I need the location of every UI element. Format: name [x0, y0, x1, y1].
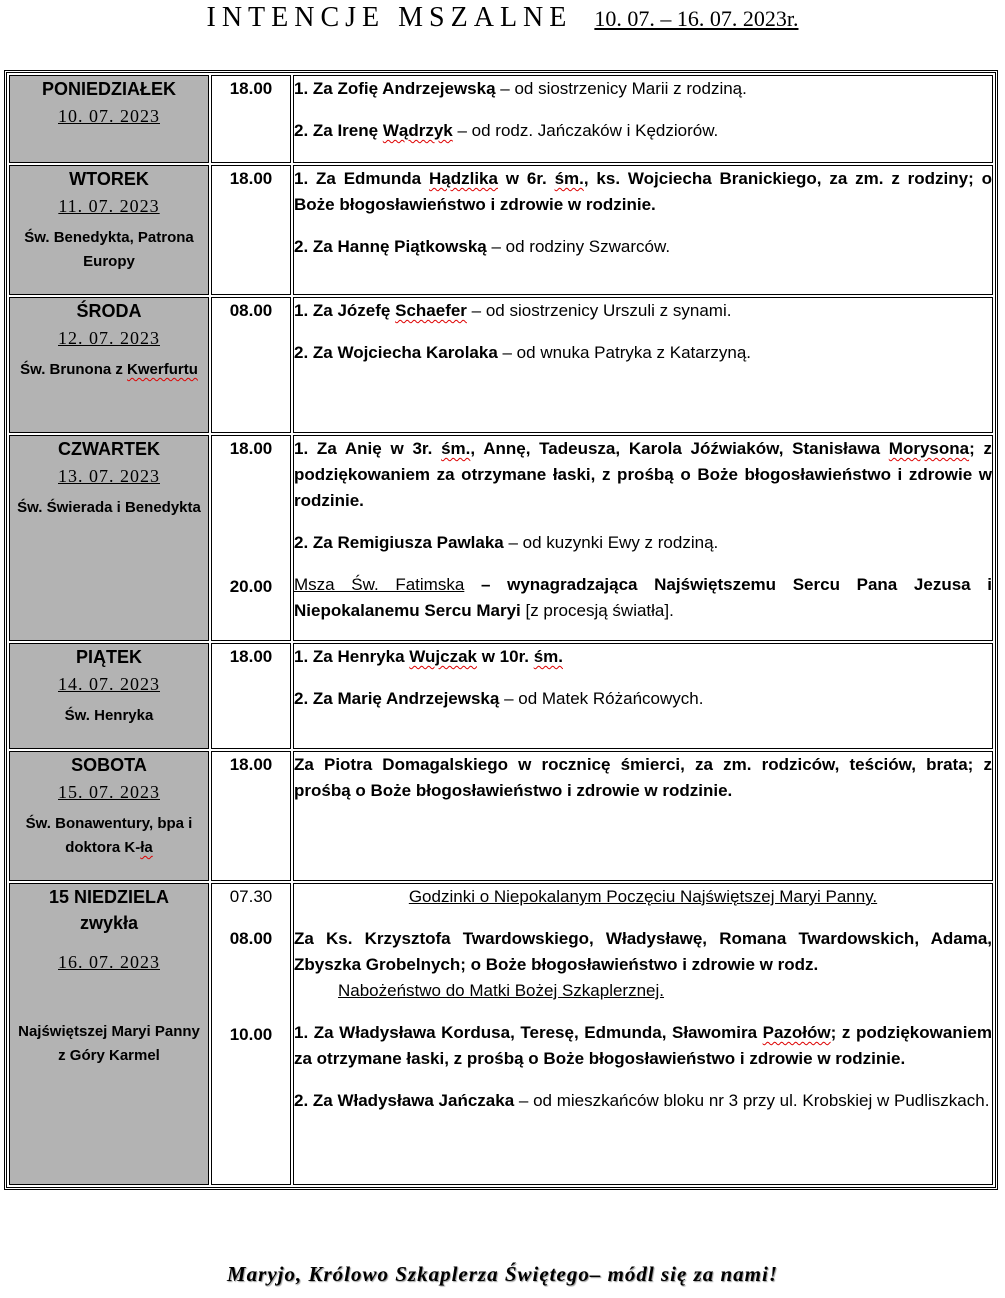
intention-for: 2. Za Władysława Jańczaka — [294, 1091, 515, 1110]
date-range: 10. 07. – 16. 07. 2023r. — [594, 6, 799, 31]
day-cell — [9, 165, 209, 295]
table-row — [9, 883, 993, 1185]
intention-note: [z procesją światła]. — [520, 601, 674, 620]
intention — [294, 572, 992, 624]
day-name: WTOREK — [69, 169, 149, 189]
intention — [294, 644, 992, 670]
intention-text: w 6r. — [497, 169, 555, 188]
day-date: 14. 07. 2023 — [58, 674, 160, 694]
intention-for: – wynagradzająca Najświętszemu Sercu Pana Jezusa i Niepokalanemu Sercu Maryi — [294, 575, 992, 620]
spellcheck-word: Wujczak — [409, 647, 477, 666]
intention — [294, 340, 992, 366]
intention — [294, 76, 992, 102]
intentions-cell — [293, 643, 993, 749]
service-note: Nabożeństwo do Matki Bożej Szkaplerznej. — [338, 981, 664, 1000]
intention-text: , Annę, Tadeusza, Karola Jóźwiaków, Stanisława — [470, 439, 889, 458]
mass-time: 18.00 — [229, 79, 273, 98]
intentions-cell — [293, 165, 993, 295]
table-row — [9, 165, 993, 295]
intention-text: , ks. Wojciecha Branickiego, za zm. z rodziny; o Boże błogosławieństwo i zdrowie w rodzinie. — [294, 169, 993, 214]
intention-for: 2. Za Remigiusza Pawlaka — [294, 533, 504, 552]
day-name: CZWARTEK — [58, 439, 160, 459]
intention-from: – od mieszkańców bloku nr 3 przy ul. Krobskiej w Pudliszkach. — [514, 1091, 990, 1110]
intention — [294, 298, 992, 324]
day-date: 15. 07. 2023 — [58, 782, 160, 802]
day-name: 15 NIEDZIELA zwykła — [48, 887, 170, 933]
day-name: PIĄTEK — [75, 647, 142, 667]
intention-from: – od siostrzenicy Marii z rodziną. — [495, 79, 747, 98]
time-cell — [211, 297, 291, 433]
time-cell — [211, 75, 291, 163]
intention-for: 2. Za Hannę Piątkowską — [294, 237, 487, 256]
mass-intentions-table — [4, 70, 998, 1190]
table-row — [9, 297, 993, 433]
day-cell — [9, 751, 209, 881]
intention-for: 2. Za Marię Andrzejewską — [294, 689, 500, 708]
intention: Za Piotra Domagalskiego w rocznicę śmierci, za zm. rodziców, teściów, brata; z prośbą o Boże błogosławieństwo i zdrowie w rodzinie. — [294, 755, 992, 800]
day-cell — [9, 75, 209, 163]
intention-text: 1. Za Władysława Kordusa, Teresę, Edmunda, Sławomira — [294, 1023, 763, 1042]
spellcheck-word: Wądrzyk — [382, 121, 453, 140]
intention-for: 2. Za Wojciecha Karolaka — [294, 343, 498, 362]
intention — [294, 530, 992, 556]
day-name: ŚRODA — [76, 301, 142, 321]
time-cell — [211, 165, 291, 295]
intention-from: – od Matek Różańcowych. — [499, 689, 704, 708]
day-name: PONIEDZIAŁEK — [41, 79, 176, 99]
intention — [294, 1020, 992, 1072]
intentions-cell — [293, 751, 993, 881]
feast-name — [10, 812, 208, 860]
spellcheck-word: Schaefer — [395, 301, 467, 320]
day-cell — [9, 883, 209, 1185]
page-title: INTENCJE MSZALNE — [206, 2, 573, 33]
mass-type: Msza Św. Fatimska — [294, 575, 465, 594]
intentions-cell — [293, 883, 993, 1185]
intention — [294, 166, 992, 218]
intention — [294, 1088, 992, 1114]
day-cell — [9, 297, 209, 433]
day-date: 12. 07. 2023 — [58, 328, 160, 348]
day-cell — [9, 435, 209, 641]
intention-text: w 10r. — [477, 647, 534, 666]
service-note: Godzinki o Niepokalanym Poczęciu Najświętszej Maryi Panny. — [408, 887, 878, 906]
feast-name: Św. Świerada i Benedykta — [17, 499, 201, 516]
time-cell — [211, 643, 291, 749]
intention-text: ; z podziękowaniem za otrzymane łaski, z prośbą o Boże błogosławieństwo i zdrowie w rodzinie. — [294, 439, 993, 510]
time-cell — [211, 435, 291, 641]
feast-text: Św. Bonawentury, bpa i doktora K- — [25, 815, 193, 856]
intention-for: 2. Za Irenę — [294, 121, 383, 140]
intention-text: Za Ks. Krzysztofa Twardowskiego, Władysławę, Romana Twardowskich, Adama, Zbyszka Grobelnych; o Boże błogosławieństwo i zdrowie w rodz. — [294, 929, 992, 974]
spellcheck-word: śm. — [554, 169, 584, 188]
intention-from: – od siostrzenicy Urszuli z synami. — [466, 301, 732, 320]
mass-time: 08.00 — [229, 301, 273, 320]
day-cell — [9, 643, 209, 749]
intention — [294, 686, 992, 712]
intention — [294, 926, 992, 1004]
intentions-cell — [293, 435, 993, 641]
intention — [294, 234, 992, 260]
spellcheck-word: ła — [140, 839, 153, 856]
day-date: 10. 07. 2023 — [58, 106, 160, 126]
table-row — [9, 643, 993, 749]
spellcheck-word: Pazołów — [762, 1023, 831, 1042]
intention-from: – od rodziny Szwarców. — [486, 237, 671, 256]
feast-name: Św. Henryka — [64, 707, 154, 724]
intentions-cell — [293, 297, 993, 433]
table-row — [9, 75, 993, 163]
intention-for: 1. Za Józefę — [294, 301, 396, 320]
spellcheck-word: śm. — [441, 439, 471, 458]
intentions-cell — [293, 75, 993, 163]
table-row — [9, 751, 993, 881]
feast-name: Św. Benedykta, Patrona Europy — [24, 229, 194, 270]
spellcheck-word: Morysona — [888, 439, 970, 458]
intention-from: – od rodz. Jańczaków i Kędziorów. — [452, 121, 719, 140]
table-row — [9, 435, 993, 641]
spellcheck-word: śm. — [533, 647, 563, 666]
intention — [294, 118, 992, 144]
spellcheck-word: Kwerfurtu — [127, 361, 198, 378]
mass-time: 20.00 — [229, 577, 273, 596]
day-date: 13. 07. 2023 — [58, 466, 160, 486]
mass-time: 07.30 — [229, 887, 273, 906]
footer-prayer: Maryjo, Królowo Szkaplerza Świętego– módl się za nami! — [226, 1262, 779, 1286]
intention-text: 1. Za Edmunda — [294, 169, 429, 188]
feast-text: Św. Brunona z — [20, 361, 128, 378]
intention-text: 1. Za Anię w 3r. — [294, 439, 442, 458]
intention — [294, 436, 992, 514]
mass-time: 08.00 — [229, 929, 273, 948]
feast-name — [10, 358, 208, 382]
intention-from: – od wnuka Patryka z Katarzyną. — [497, 343, 752, 362]
day-date: 16. 07. 2023 — [58, 952, 160, 972]
spellcheck-word: Hądzlika — [428, 169, 498, 188]
feast-name: Najświętszej Maryi Panny z Góry Karmel — [18, 1023, 200, 1064]
mass-time: 10.00 — [229, 1025, 273, 1044]
document-header — [0, 0, 1005, 40]
mass-time: 18.00 — [229, 755, 273, 774]
time-cell — [211, 883, 291, 1185]
day-date: 11. 07. 2023 — [58, 196, 160, 216]
intention-from: – od kuzynki Ewy z rodziną. — [503, 533, 719, 552]
intention-for: 1. Za Zofię Andrzejewską — [294, 79, 496, 98]
mass-time: 18.00 — [229, 439, 273, 458]
mass-time: 18.00 — [229, 169, 273, 188]
day-name: SOBOTA — [71, 755, 147, 775]
intention-text: 1. Za Henryka — [294, 647, 410, 666]
time-cell — [211, 751, 291, 881]
intention-text: ; z podziękowaniem za otrzymane łaski, z prośbą o Boże błogosławieństwo i zdrowie w rodzinie. — [294, 1023, 992, 1068]
mass-time: 18.00 — [229, 647, 273, 666]
